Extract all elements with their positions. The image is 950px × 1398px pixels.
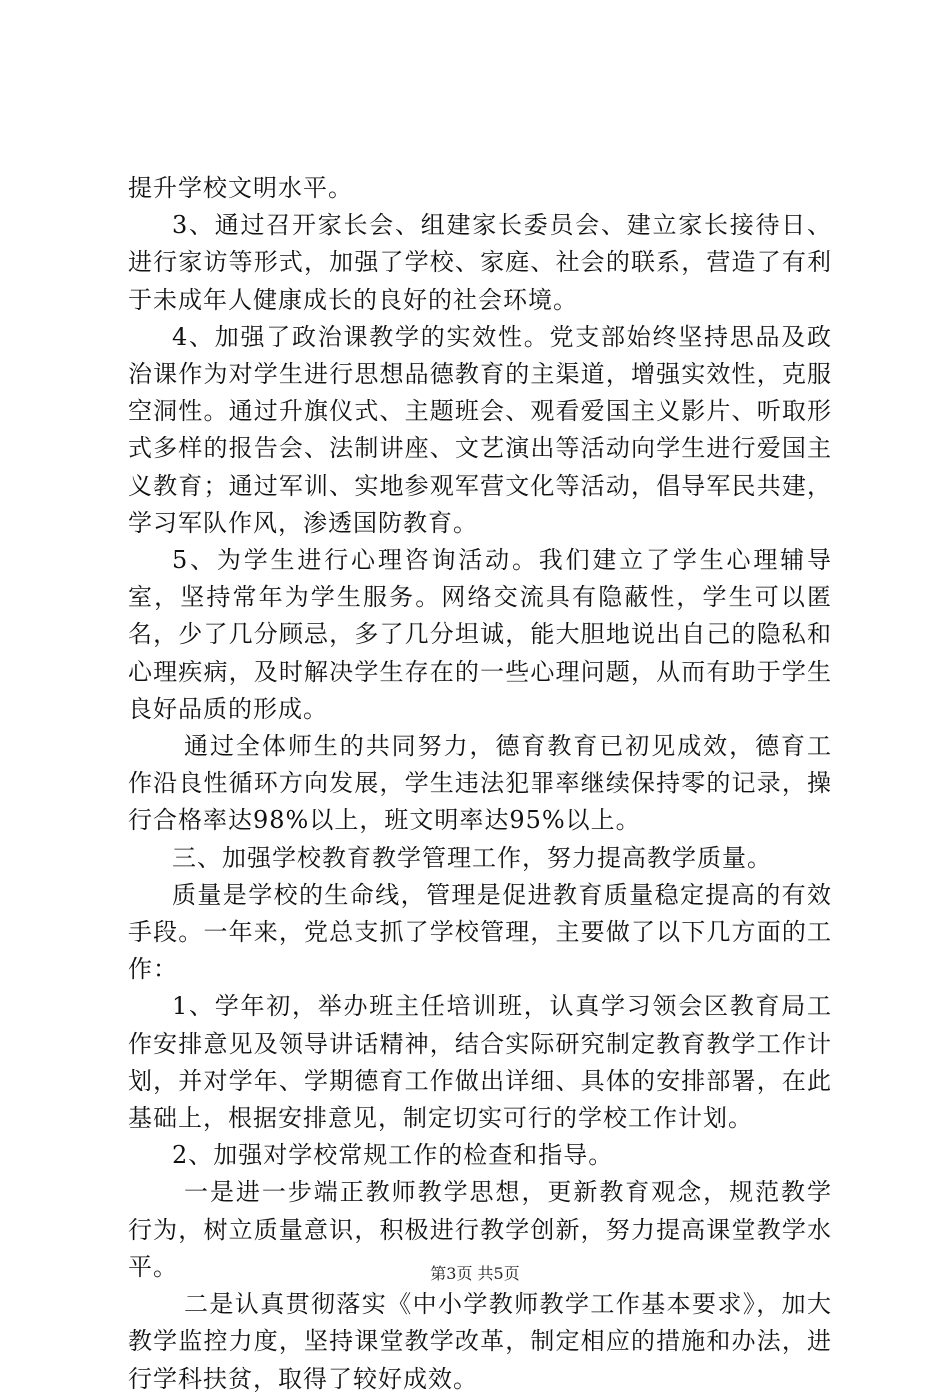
paragraph: 通过全体师生的共同努力，德育教育已初见成效，德育工作沿良性循环方向发展，学生违法犯罪率继续保持零的记录，操行合格率达98%以上，班文明率达95%以上。	[128, 732, 832, 835]
paragraph: 2、加强对学校常规工作的检查和指导。	[172, 1141, 614, 1170]
paragraph: 1、学年初，举办班主任培训班，认真学习领会区教育局工作安排意见及领导讲话精神，结合实际研究制定教育教学工作计划，并对学年、学期德育工作做出详细、具体的安排部署，在此基础上，根据安排意见，制定切实可行的学校工作计划。	[128, 992, 832, 1133]
paragraph: 3、通过召开家长会、组建家长委员会、建立家长接待日、进行家访等形式，加强了学校、家庭、社会的联系，营造了有利于未成年人健康成长的良好的社会环境。	[128, 211, 832, 314]
paragraph: 提升学校文明水平。	[128, 174, 353, 202]
paragraph: 5、为学生进行心理咨询活动。我们建立了学生心理辅导室，坚持常年为学生服务。网络交流具有隐蔽性，学生可以匿名，少了几分顾忌，多了几分坦诚，能大胆地说出自己的隐私和心理疾病，及时解决学生存在的一些心理问题，从而有助于学生良好品质的形成。	[128, 546, 832, 723]
paragraph: 一是进一步端正教师教学思想，更新教育观念，规范教学行为，树立质量意识，积极进行教学创新，努力提高课堂教学水平。	[128, 1178, 832, 1281]
paragraph: 4、加强了政治课教学的实效性。党支部始终坚持思品及政治课作为对学生进行思想品德教育的主渠道，增强实效性，克服空洞性。通过升旗仪式、主题班会、观看爱国主义影片、听取形式多样的报告会、法制讲座、文艺演出等活动向学生进行爱国主义教育；通过军训、实地参观军营文化等活动，倡导军民共建，学习军队作风，渗透国防教育。	[128, 322, 832, 537]
page-number-footer: 第3页 共5页	[430, 1264, 520, 1283]
document-body	[128, 170, 832, 1398]
paragraph: 质量是学校的生命线，管理是促进教育质量稳定提高的有效手段。一年来，党总支抓了学校管理，主要做了以下几方面的工作：	[128, 880, 832, 984]
paragraph: 二是认真贯彻落实《中小学教师教学工作基本要求》，加大教学监控力度，坚持课堂教学改革，制定相应的措施和办法，进行学科扶贫，取得了较好成效。	[128, 1290, 832, 1393]
section-heading: 三、加强学校教育教学管理工作，努力提高教学质量。	[172, 843, 772, 872]
